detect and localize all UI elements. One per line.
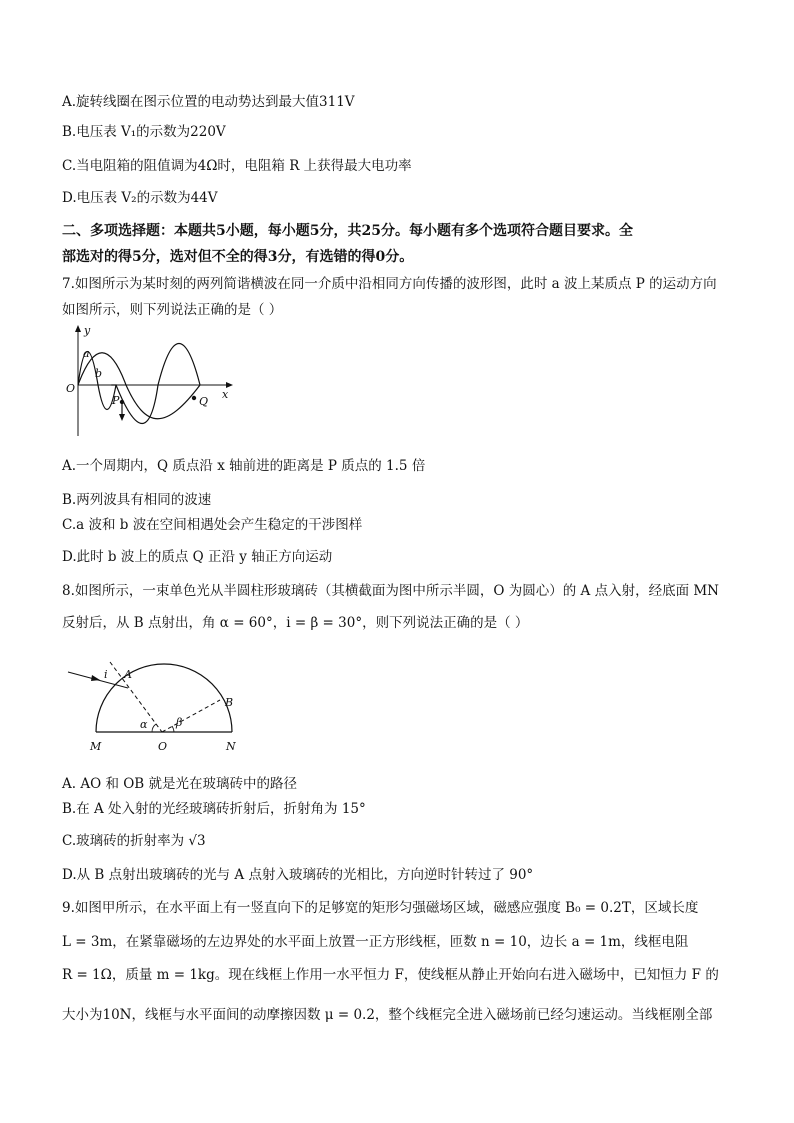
label-x: x bbox=[222, 388, 229, 401]
label-o: O bbox=[158, 740, 168, 753]
label-y: y bbox=[84, 324, 91, 337]
q9-line1: 9.如图甲所示，在水平面上有一竖直向下的足够宽的矩形匀强磁场区域，磁感应强度 B₀ = 0.2T，区域长度 bbox=[62, 900, 699, 916]
ray-ob bbox=[162, 700, 220, 732]
label-wave-a: a bbox=[83, 347, 90, 360]
label-origin: O bbox=[66, 382, 76, 395]
q8-option-c: C.玻璃砖的折射率为 √3 bbox=[62, 833, 206, 849]
wave-b-curve bbox=[78, 353, 200, 419]
p-arrow-head bbox=[119, 414, 125, 421]
label-q: Q bbox=[199, 395, 209, 408]
q6-option-b: B.电压表 V₁的示数为220V bbox=[62, 124, 226, 140]
q8-option-a: A. AO 和 OB 就是光在玻璃砖中的路径 bbox=[62, 776, 298, 792]
q8-stem-line2: 反射后，从 B 点射出，角 α = 60°，i = β = 30°，则下列说法正确的是（ ） bbox=[62, 615, 529, 631]
q8-option-b: B.在 A 处入射的光经玻璃砖折射后，折射角为 15° bbox=[62, 801, 366, 817]
q8-stem-line1: 8.如图所示，一束单色光从半圆柱形玻璃砖（其横截面为图中所示半圆，O 为圆心）的 A 点入射，经底面 MN bbox=[62, 583, 719, 599]
q6-option-a: A.旋转线圈在图示位置的电动势达到最大值311V bbox=[62, 94, 355, 110]
q7-stem-line2: 如图所示，则下列说法正确的是（ ） bbox=[62, 302, 283, 318]
y-axis-arrow bbox=[75, 325, 81, 332]
q7-option-c: C.a 波和 b 波在空间相遇处会产生稳定的干涉图样 bbox=[62, 517, 363, 533]
q7-wave-figure bbox=[62, 322, 242, 440]
incident-arrow bbox=[91, 675, 100, 681]
q6-option-d: D.电压表 V₂的示数为44V bbox=[62, 190, 218, 206]
label-wave-b: b bbox=[95, 367, 103, 380]
angle-alpha-arc bbox=[152, 724, 156, 732]
q7-option-d: D.此时 b 波上的质点 Q 正沿 y 轴正方向运动 bbox=[62, 549, 333, 565]
label-beta: β bbox=[176, 716, 183, 729]
semicircle-arc bbox=[96, 664, 232, 732]
q9-line3: R = 1Ω，质量 m = 1kg。现在线框上作用一水平恒力 F，使线框从静止开始向右进入磁场中，已知恒力 F 的 bbox=[62, 967, 719, 983]
q9-line2: L = 3m，在紧靠磁场的左边界处的水平面上放置一正方形线框，匝数 n = 10，边长 a = 1m，线框电阻 bbox=[62, 934, 689, 950]
label-n: N bbox=[226, 740, 236, 753]
normal-at-a bbox=[110, 662, 162, 732]
label-a: A bbox=[124, 668, 132, 681]
section-heading-line1: 二、多项选择题：本题共5小题，每小题5分，共25分。每小题有多个选项符合题目要求。全 bbox=[62, 223, 633, 239]
section-heading-line2: 部选对的得5分，选对但不全的得3分，有选错的得0分。 bbox=[62, 249, 414, 265]
q8-option-d: D.从 B 点射出玻璃砖的光与 A 点射入玻璃砖的光相比，方向逆时针转过了 90° bbox=[62, 867, 534, 883]
q6-option-c: C.当电阻箱的阻值调为4Ω时，电阻箱 R 上获得最大电功率 bbox=[62, 158, 412, 174]
label-m: M bbox=[90, 740, 102, 753]
wave-a-curve bbox=[78, 344, 200, 424]
q7-option-b: B.两列波具有相同的波速 bbox=[62, 492, 212, 508]
q7-option-a: A.一个周期内，Q 质点沿 x 轴前进的距离是 P 质点的 1.5 倍 bbox=[62, 458, 426, 474]
label-alpha: α bbox=[140, 718, 148, 731]
q9-line4: 大小为10N，线框与水平面间的动摩擦因数 μ = 0.2，整个线框完全进入磁场前已经匀速运动。当线框刚全部 bbox=[62, 1007, 713, 1023]
label-p: P bbox=[112, 394, 120, 407]
q7-stem-line1: 7.如图所示为某时刻的两列简谐横波在同一介质中沿相同方向传播的波形图，此时 a 波上某质点 P 的运动方向 bbox=[62, 276, 717, 292]
point-q bbox=[192, 396, 196, 400]
angle-beta-arc bbox=[172, 726, 174, 732]
label-b: B bbox=[225, 696, 234, 709]
label-i: i bbox=[104, 668, 108, 681]
q8-semicircle-figure bbox=[62, 648, 252, 758]
